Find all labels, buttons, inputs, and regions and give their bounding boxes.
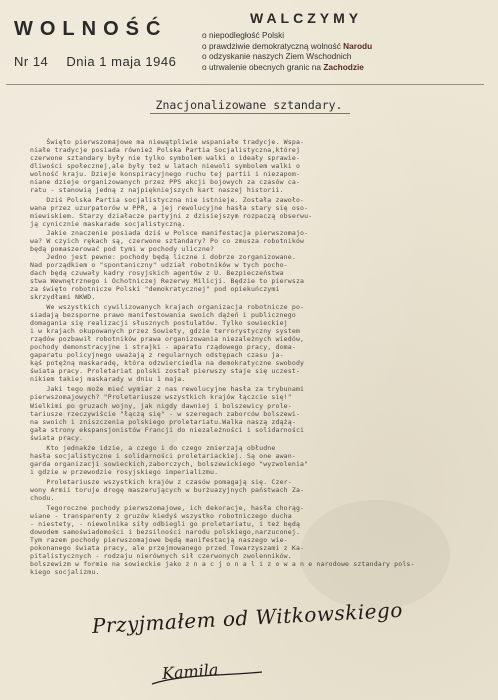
article-line: świata pracy. — [30, 433, 84, 442]
article-line: niałe tradycje posiada również Polska Partia Socjalistyczna,której — [30, 146, 301, 155]
issue-line — [14, 54, 190, 69]
article-line: ratu - stanowią jedną z najpiękniejszych kart naszej historii. — [30, 186, 284, 195]
article-line: Kto jednakże idzie, a czego i do czego zmierzają obłudne — [30, 443, 276, 452]
article-line: pierwszomajowych? "Proletariusze wszystkich krajów łączcie się!" — [30, 393, 292, 402]
issue-date: Dnia 1 maja 1946 — [66, 54, 177, 69]
header-divider — [6, 84, 484, 85]
article-line: dowodem samoświadomości i bezsilności narodu polskiego,narzuconej. — [30, 528, 301, 537]
article-line: kiego socjalizmu. — [30, 568, 100, 577]
article-line: wony Armii toruje drogę maszerujących w burżuazyjnych państwach Za- — [30, 485, 305, 494]
article-line: wiane - transparenty z gruzów kiedyś wszystko robotniczego ducha — [30, 512, 292, 521]
article-line: pitalistycznych - rodzaju nierównych sił czerwonych zwolenników. — [30, 552, 292, 561]
article-line: wa? W czyich rękach są, czerwone sztandary? Po co zmusza robotników — [30, 236, 305, 245]
article-line: niane dzieje organizowanych przez PPS akcji bojowych za czasów ca- — [30, 178, 301, 187]
article-line: chodu. — [30, 494, 55, 503]
article-line: i gdzie w przewodzie rosyjskiego imperializmu. — [30, 467, 219, 476]
article-line: miewiskiem. Starzy działacze partyjni z dzisiejszym rozpaczą obserwu- — [30, 212, 313, 221]
article-line: We wszystkich cywilizowanych krajach organizacja robotnicze po- — [30, 302, 305, 311]
slogan-item: o prawdziwie demokratyczną wolność Narodu — [202, 40, 373, 51]
article-line: stwa Wewnętrznego i Ochotniczej Rezerwy Milicji. Będzie to pierwsza — [30, 276, 305, 285]
article-line: na swoich i zniszczenia polskiego proletariatu.Walka naszą zdążą- — [30, 417, 296, 426]
article-line: garda organizacji sowieckich,zaborczych, bolszewickiego "wyzwolenia" — [30, 459, 309, 468]
article-line: Nad porządkiem o "spontaniczny" udział robotników w tych pocho- — [30, 260, 288, 269]
article-line: Jaki tego może mieć wymiar z nas rewolucyjne hasła za trybunami — [30, 385, 305, 394]
article-line: wolność kraju. Dzieje konspiracyjnego ruchu tej partii i niezapom- — [30, 170, 301, 179]
article-title: Znacjonalizowane sztandary. — [155, 98, 343, 112]
article-line: Jedno jest pewne: pochody będą liczne i dobrze zorganizowane. — [30, 252, 296, 261]
handwritten-insert: Narodu — [343, 40, 373, 51]
article-line: Święto pierwszomajowe ma niewątpliwie wspaniałe tradycje. Wspa- — [30, 138, 305, 146]
article-body — [30, 138, 470, 576]
slogan-item: o utrwalenie obecnych granic na Zachodzie — [202, 61, 364, 72]
article-line: siadają bezsporne prawo manifestowania swoich dążeń i publicznego — [30, 310, 296, 319]
article-line: i w krajach okupowanych przez Sowiety, gdzie terrorystyczny system — [30, 327, 301, 336]
article-line: gała strony ekspansjonistów Francji do niezależności i solidarności — [30, 425, 305, 434]
article-line: dach będą czuwały kadry rosyjskich agentów z U. Bezpieczeństwa — [30, 268, 284, 277]
article-line: za święto robotnicze Polski "demokratycznej" pod opiekuńczymi — [30, 284, 280, 293]
article-line: Tegoroczne pochody pierwszomajowe, ich dekoracje, hasła chorąg- — [30, 504, 305, 513]
article-line: Wielkimi po gruzach wojny, jak nigdy dawniej i bolszewicy prole- — [30, 401, 292, 410]
article-line: nikiem takiej maskarady w dniu 1 maja. — [30, 375, 186, 384]
signature-name: Kamila — [161, 660, 220, 683]
slogan-item: o odzyskanie naszych Ziem Wschodnich — [202, 51, 352, 61]
article-line: - niestety, - niewolnika siły odbiegli go proletariatu, i też będą — [30, 520, 301, 529]
article-line: kąś potężną maskaradę, która odzwierciedla na demokratyczne swobody — [30, 359, 305, 368]
article-line: wana przez uzurpatorów w PPR, a jej rewolucyjne hasła stary się oso- — [30, 204, 309, 213]
slogan-list — [202, 30, 486, 72]
newspaper-title: WOLNOŚĆ — [14, 18, 168, 40]
article-line: czerwone sztandary były nie tylko symbolem walki o ideały sprawie- — [30, 154, 301, 163]
issue-number: Nr 14 — [14, 54, 49, 69]
article-line: pokonanego świata pracy, ale przejmowanego przed Towarzyszami z Ka- — [30, 544, 305, 553]
title-underline — [150, 113, 350, 114]
article-line: Dziś Polska Partia socjalistyczna nie istnieje. Została zawoło- — [30, 196, 305, 205]
article-line: skrzydłami NKWD. — [30, 292, 96, 301]
article-line: pochody demonstracyjne i strajki - aparatu rządowego pracy, doma- — [30, 343, 296, 352]
article-line: będą pomaszerować pod tymi w pochody uliczne? — [30, 244, 215, 253]
article-line: tariusze rzeczywiście "łączą się" - w szeregach zaborców bolszewi- — [30, 409, 301, 418]
article-line: Jakie znaczenie posiada dziś w Polsce manifestacja pierwszomajo- — [30, 228, 309, 237]
handwritten-insert: Zachodzie — [323, 61, 364, 72]
handwritten-signature — [91, 597, 472, 694]
slogan-item: o niepodległość Polski — [202, 30, 285, 40]
article-line: Proletariusze wszystkich krajów z czasów pomagają się. Czer- — [30, 477, 292, 486]
article-line: świata pracy. Proletariat polski został pierwszy staje się uczest- — [30, 367, 301, 376]
slogan-heading: WALCZYMY — [250, 10, 363, 26]
article-line: Tym razem pochody pierwszomajowe będą manifestacją naszego wie- — [30, 536, 288, 545]
article-line: ją cynicznie maskarade socjalistyczną. — [30, 220, 186, 229]
masthead — [14, 10, 484, 90]
article-line: dliwości społecznej,ale były też w latach niewoli symbolem walki o — [30, 162, 301, 171]
article-line: rządów pozbawił robotników prawa organizowania niezależnych wiedów, — [30, 335, 305, 344]
article-line: domagania się realizacji słusznych postulatów. Tylko sowieckiej — [30, 319, 288, 328]
article-line: gaparatu policyjnego uważają z regularnych odstępach czasu ja- — [30, 351, 284, 360]
article-line: bolszewizm w formie na sowieckie jako z n a c j o n a l i z o w a n e narodowe sztandary pols- — [30, 560, 415, 569]
signature-flourish — [92, 614, 472, 694]
article-line: hasła socjalistyczne i solidarności proletariackiej. Są one awan- — [30, 451, 296, 460]
signature-line: Przyjmałem od Witkowskiego — [91, 597, 404, 638]
